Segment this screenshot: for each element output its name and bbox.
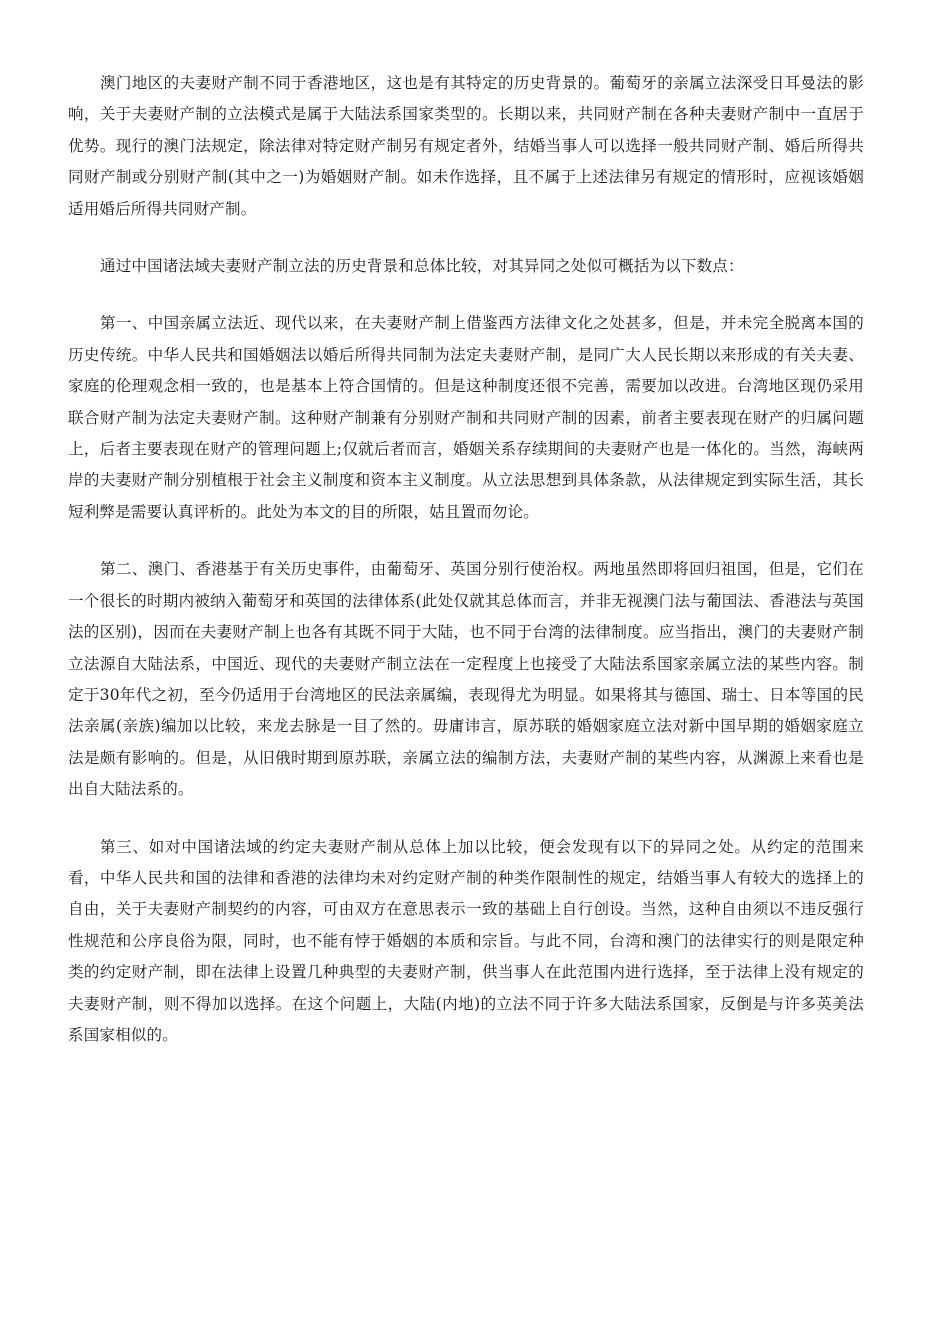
paragraph-point-two: 第二、澳门、香港基于有关历史事件，由葡萄牙、英国分别行使治权。两地虽然即将回归祖国，但是，它们在一个很长的时期内被纳入葡萄牙和英国的法律体系(此处仅就其总体而言，并非无视澳门法与葡国法、香港法与英国法的区别)，因而在夫妻财产制上也各有其既不同于大陆，也不同于台湾的法律制度。应当指出，澳门的夫妻财产制立法源自大陆法系，中国近、现代的夫妻财产制立法在一定程度上也接受了大陆法系国家亲属立法的某些内容。制定于30年代之初，至今仍适用于台湾地区的民法亲属编，表现得尤为明显。如果将其与德国、瑞士、日本等国的民法亲属(亲族)编加以比较，来龙去脉是一目了然的。毋庸讳言，原苏联的婚姻家庭立法对新中国早期的婚姻家庭立法是颇有影响的。但是，从旧俄时期到原苏联，亲属立法的编制方法，夫妻财产制的某些内容，从渊源上来看也是出自大陆法系的。: [68, 560, 864, 799]
paragraph-summary-intro: 通过中国诸法域夫妻财产制立法的历史背景和总体比较，对其异同之处似可概括为以下数点：: [100, 257, 744, 276]
paragraph-macau-property-regime: 澳门地区的夫妻财产制不同于香港地区，这也是有其特定的历史背景的。葡萄牙的亲属立法深受日耳曼法的影响，关于夫妻财产制的立法模式是属于大陆法系国家类型的。长期以来，共同财产制在各种夫妻财产制中一直居于优势。现行的澳门法规定，除法律对特定财产制另有规定者外，结婚当事人可以选择一般共同财产制、婚后所得共同财产制或分别财产制(其中之一)为婚姻财产制。如未作选择，且不属于上述法律另有规定的情形时，应视该婚姻适用婚后所得共同财产制。: [68, 74, 864, 218]
paragraph-point-one: 第一、中国亲属立法近、现代以来，在夫妻财产制上借鉴西方法律文化之处甚多，但是，并未完全脱离本国的历史传统。中华人民共和国婚姻法以婚后所得共同制为法定夫妻财产制，是同广大人民长期以来形成的有关夫妻、家庭的伦理观念相一致的，也是基本上符合国情的。但是这种制度还很不完善，需要加以改进。台湾地区现仍采用联合财产制为法定夫妻财产制。这种财产制兼有分别财产制和共同财产制的因素，前者主要表现在财产的归属问题上，后者主要表现在财产的管理问题上;仅就后者而言，婚姻关系存续期间的夫妻财产也是一体化的。当然，海峡两岸的夫妻财产制分别植根于社会主义制度和资本主义制度。从立法思想到具体条款，从法律规定到实际生活，其长短利弊是需要认真评析的。此处为本文的目的所限，姑且置而勿论。: [68, 314, 864, 521]
paragraph-point-three: 第三、如对中国诸法域的约定夫妻财产制从总体上加以比较，便会发现有以下的异同之处。从约定的范围来看，中华人民共和国的法律和香港的法律均未对约定财产制的种类作限制性的规定，结婚当事人有较大的选择上的自由，关于夫妻财产制契约的内容，可由双方在意思表示一致的基础上自行创设。当然，这种自由须以不违反强行性规范和公序良俗为限，同时，也不能有悖于婚姻的本质和宗旨。与此不同，台湾和澳门的法律实行的则是限定种类的约定财产制，即在法律上设置几种典型的夫妻财产制，供当事人在此范围内进行选择，至于法律上没有规定的夫妻财产制，则不得加以选择。在这个问题上，大陆(内地)的立法不同于许多大陆法系国家，反倒是与许多英美法系国家相似的。: [68, 837, 864, 1044]
